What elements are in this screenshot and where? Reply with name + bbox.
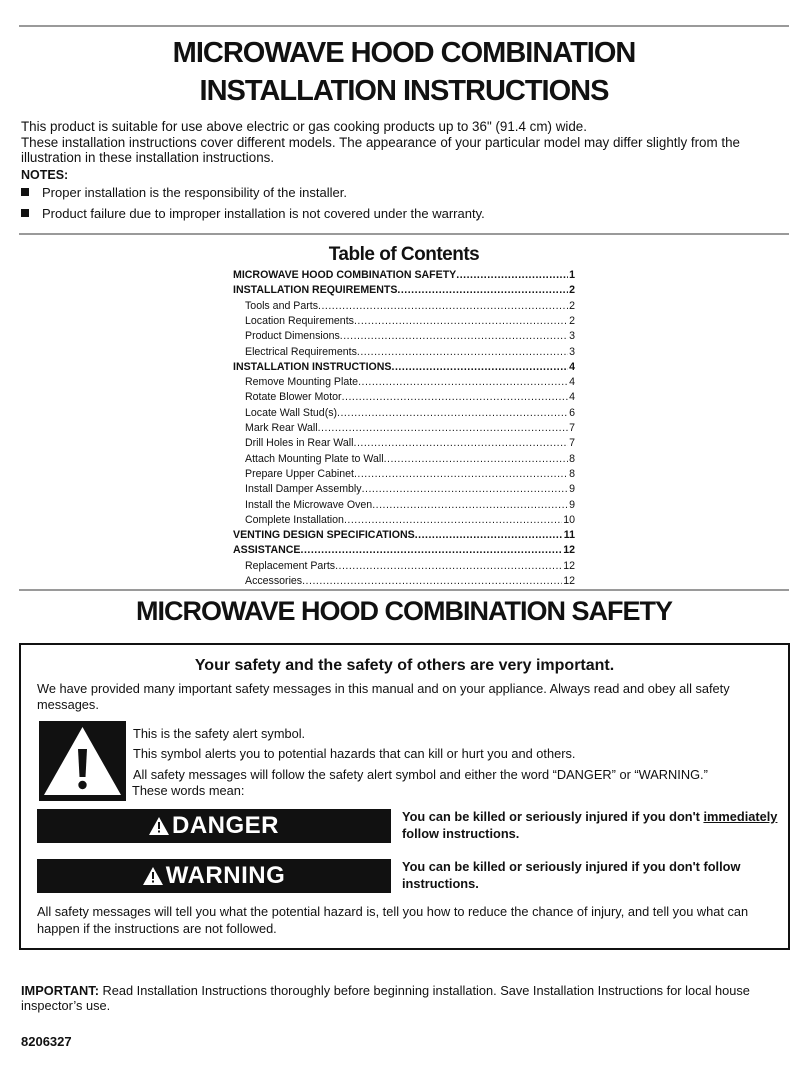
warning-text-b: instructions.	[402, 876, 479, 891]
document-number: 8206327	[21, 1034, 72, 1049]
notes-label: NOTES:	[21, 168, 69, 182]
safety-alert-symbol-icon	[39, 721, 126, 801]
intro-line-3: illustration in these installation instructions.	[21, 150, 275, 165]
toc-entry	[245, 559, 575, 574]
section-rule	[19, 233, 789, 235]
toc-entry-page: 4	[569, 391, 575, 403]
toc-entry-page: 3	[569, 330, 575, 342]
section-rule	[19, 589, 789, 591]
toc-entry	[245, 513, 575, 528]
toc-entry	[233, 283, 575, 298]
warning-label: WARNING	[165, 862, 286, 889]
toc-leader-dots	[397, 283, 568, 298]
toc-entry-label: Replacement Parts	[245, 560, 336, 572]
toc-entry-page: 4	[569, 361, 575, 373]
symbol-line2: This symbol alerts you to potential hazards that can kill or hurt you and others.	[133, 746, 576, 761]
toc-entry-page: 10	[563, 514, 575, 526]
toc-entry-label: Mark Rear Wall	[245, 422, 318, 434]
toc-entry-label: VENTING DESIGN SPECIFICATIONS	[233, 529, 415, 541]
toc-entry	[245, 406, 575, 421]
toc-leader-dots	[318, 299, 568, 314]
toc-leader-dots	[342, 390, 569, 405]
toc-leader-dots	[302, 574, 562, 589]
toc-entry-page: 2	[569, 284, 575, 296]
toc-entry-label: Complete Installation	[245, 514, 344, 526]
toc-leader-dots	[357, 345, 568, 360]
toc-entry-page: 12	[563, 560, 575, 572]
bullet-square-icon	[21, 188, 29, 196]
toc-entry-label: Tools and Parts	[245, 300, 319, 312]
toc-entry-label: Remove Mounting Plate	[245, 376, 359, 388]
toc-entry-label: INSTALLATION REQUIREMENTS	[233, 284, 398, 296]
toc-leader-dots	[318, 421, 568, 436]
toc-entry-label: Prepare Upper Cabinet	[245, 468, 354, 480]
closing-line2: happen if the instructions are not followed.	[37, 921, 277, 936]
toc-entry	[233, 360, 575, 375]
danger-text-emphasis: immediately	[703, 809, 778, 824]
symbol-line3: All safety messages will follow the safety alert symbol and either the word “DANGER” or “WARNING.”	[133, 767, 708, 782]
danger-text-c: follow instructions.	[402, 826, 520, 841]
important-text: Read Installation Instructions thoroughly before beginning installation. Save Installation Instructions for local house inspector’s use.	[21, 983, 750, 1013]
toc-entry	[245, 574, 575, 589]
important-note	[21, 983, 791, 1013]
symbol-line4: These words mean:	[132, 783, 245, 798]
toc-entry-page: 9	[569, 483, 575, 495]
toc-leader-dots	[456, 268, 568, 283]
toc-leader-dots	[384, 452, 569, 467]
safety-intro-line1: We have provided many important safety messages in this manual and on your appliance. Always read and obey all safety	[37, 681, 730, 696]
toc-entry-label: Install Damper Assembly	[245, 483, 362, 495]
toc-entry-page: 7	[569, 437, 575, 449]
toc-entry	[245, 390, 575, 405]
toc-entry-page: 9	[569, 499, 575, 511]
toc-leader-dots	[301, 543, 563, 558]
page-title-line1: MICROWAVE HOOD COMBINATION	[172, 37, 636, 69]
toc-entry-page: 8	[569, 468, 575, 480]
toc-leader-dots	[337, 406, 568, 421]
toc-entry-label: Electrical Requirements	[245, 346, 357, 358]
toc-entry-page: 8	[569, 453, 575, 465]
toc-entry	[245, 452, 575, 467]
important-label: IMPORTANT:	[21, 983, 99, 998]
top-rule	[19, 25, 789, 27]
toc-leader-dots	[354, 467, 568, 482]
intro-line-1: This product is suitable for use above electric or gas cooking products up to 36" (91.4 cm) wide.	[21, 119, 587, 134]
toc-leader-dots	[372, 498, 568, 513]
safety-section-title: MICROWAVE HOOD COMBINATION SAFETY	[136, 596, 672, 626]
toc-entry-label: INSTALLATION INSTRUCTIONS	[233, 361, 392, 373]
toc-entry-page: 2	[569, 315, 575, 327]
toc-title: Table of Contents	[328, 244, 480, 265]
toc-entry	[233, 528, 575, 543]
safety-intro-line2: messages.	[37, 697, 99, 712]
toc-entry-page: 2	[569, 300, 575, 312]
safety-box-heading: Your safety and the safety of others are very important.	[194, 657, 615, 674]
toc-leader-dots	[362, 482, 569, 497]
toc-entry	[245, 329, 575, 344]
toc-leader-dots	[340, 329, 568, 344]
toc-leader-dots	[358, 375, 568, 390]
toc-entry	[245, 314, 575, 329]
toc-leader-dots	[415, 528, 563, 543]
toc-entry-label: Install the Microwave Oven	[245, 499, 373, 511]
toc-leader-dots	[344, 513, 562, 528]
toc-entry-page: 12	[563, 575, 575, 587]
toc-entry-page: 6	[569, 407, 575, 419]
toc-entry-label: Locate Wall Stud(s)	[245, 407, 338, 419]
toc-leader-dots	[354, 436, 569, 451]
toc-entry	[245, 482, 575, 497]
note-item	[21, 185, 347, 201]
note-item	[21, 206, 485, 222]
intro-line-2: These installation instructions cover different models. The appearance of your particular model may differ slightly from the	[21, 135, 740, 150]
toc-entry-label: Attach Mounting Plate to Wall	[245, 453, 384, 465]
toc-entry-label: Product Dimensions	[245, 330, 340, 342]
danger-description	[402, 808, 782, 842]
toc-entry	[233, 543, 575, 558]
warning-alert-icon	[143, 867, 163, 885]
note-text: Proper installation is the responsibility of the installer.	[42, 185, 347, 200]
danger-label: DANGER	[171, 812, 279, 839]
toc-entry-page: 3	[569, 346, 575, 358]
toc-entry	[245, 467, 575, 482]
symbol-line1: This is the safety alert symbol.	[133, 726, 306, 741]
toc-leader-dots	[392, 360, 569, 375]
toc-entry	[245, 375, 575, 390]
toc-entry-label: Rotate Blower Motor	[245, 391, 342, 403]
danger-alert-icon	[149, 817, 169, 835]
toc-leader-dots	[335, 559, 562, 574]
warning-text-a: You can be killed or seriously injured if you don't follow	[402, 859, 741, 874]
danger-text-a: You can be killed or seriously injured if you don't	[402, 809, 704, 824]
toc-entry-page: 12	[563, 544, 575, 556]
toc-entry-label: Location Requirements	[245, 315, 354, 327]
toc-entry	[245, 345, 575, 360]
toc-leader-dots	[354, 314, 568, 329]
toc-entry-label: Accessories	[245, 575, 303, 587]
danger-signal-word	[37, 809, 391, 843]
toc-entry-page: 7	[569, 422, 575, 434]
toc-entry	[233, 268, 575, 283]
toc-entry	[245, 421, 575, 436]
toc-entry-page: 4	[569, 376, 575, 388]
toc-entry	[245, 436, 575, 451]
toc-entry-label: MICROWAVE HOOD COMBINATION SAFETY	[233, 269, 457, 281]
toc-entry-label: Drill Holes in Rear Wall	[245, 437, 354, 449]
note-text: Product failure due to improper installation is not covered under the warranty.	[42, 206, 485, 221]
closing-line1: All safety messages will tell you what the potential hazard is, tell you how to reduce the chance of injury, and tell you what can	[37, 904, 749, 919]
toc-entry-page: 11	[563, 529, 575, 541]
toc-entry	[245, 299, 575, 314]
safety-box	[19, 643, 790, 950]
bullet-square-icon	[21, 209, 29, 217]
toc-entry-label: ASSISTANCE	[233, 544, 301, 556]
warning-description	[402, 858, 782, 892]
toc-entry	[245, 498, 575, 513]
toc-entry-page: 1	[569, 269, 575, 281]
page-title-line2: INSTALLATION INSTRUCTIONS	[199, 75, 609, 107]
warning-signal-word	[37, 859, 391, 893]
